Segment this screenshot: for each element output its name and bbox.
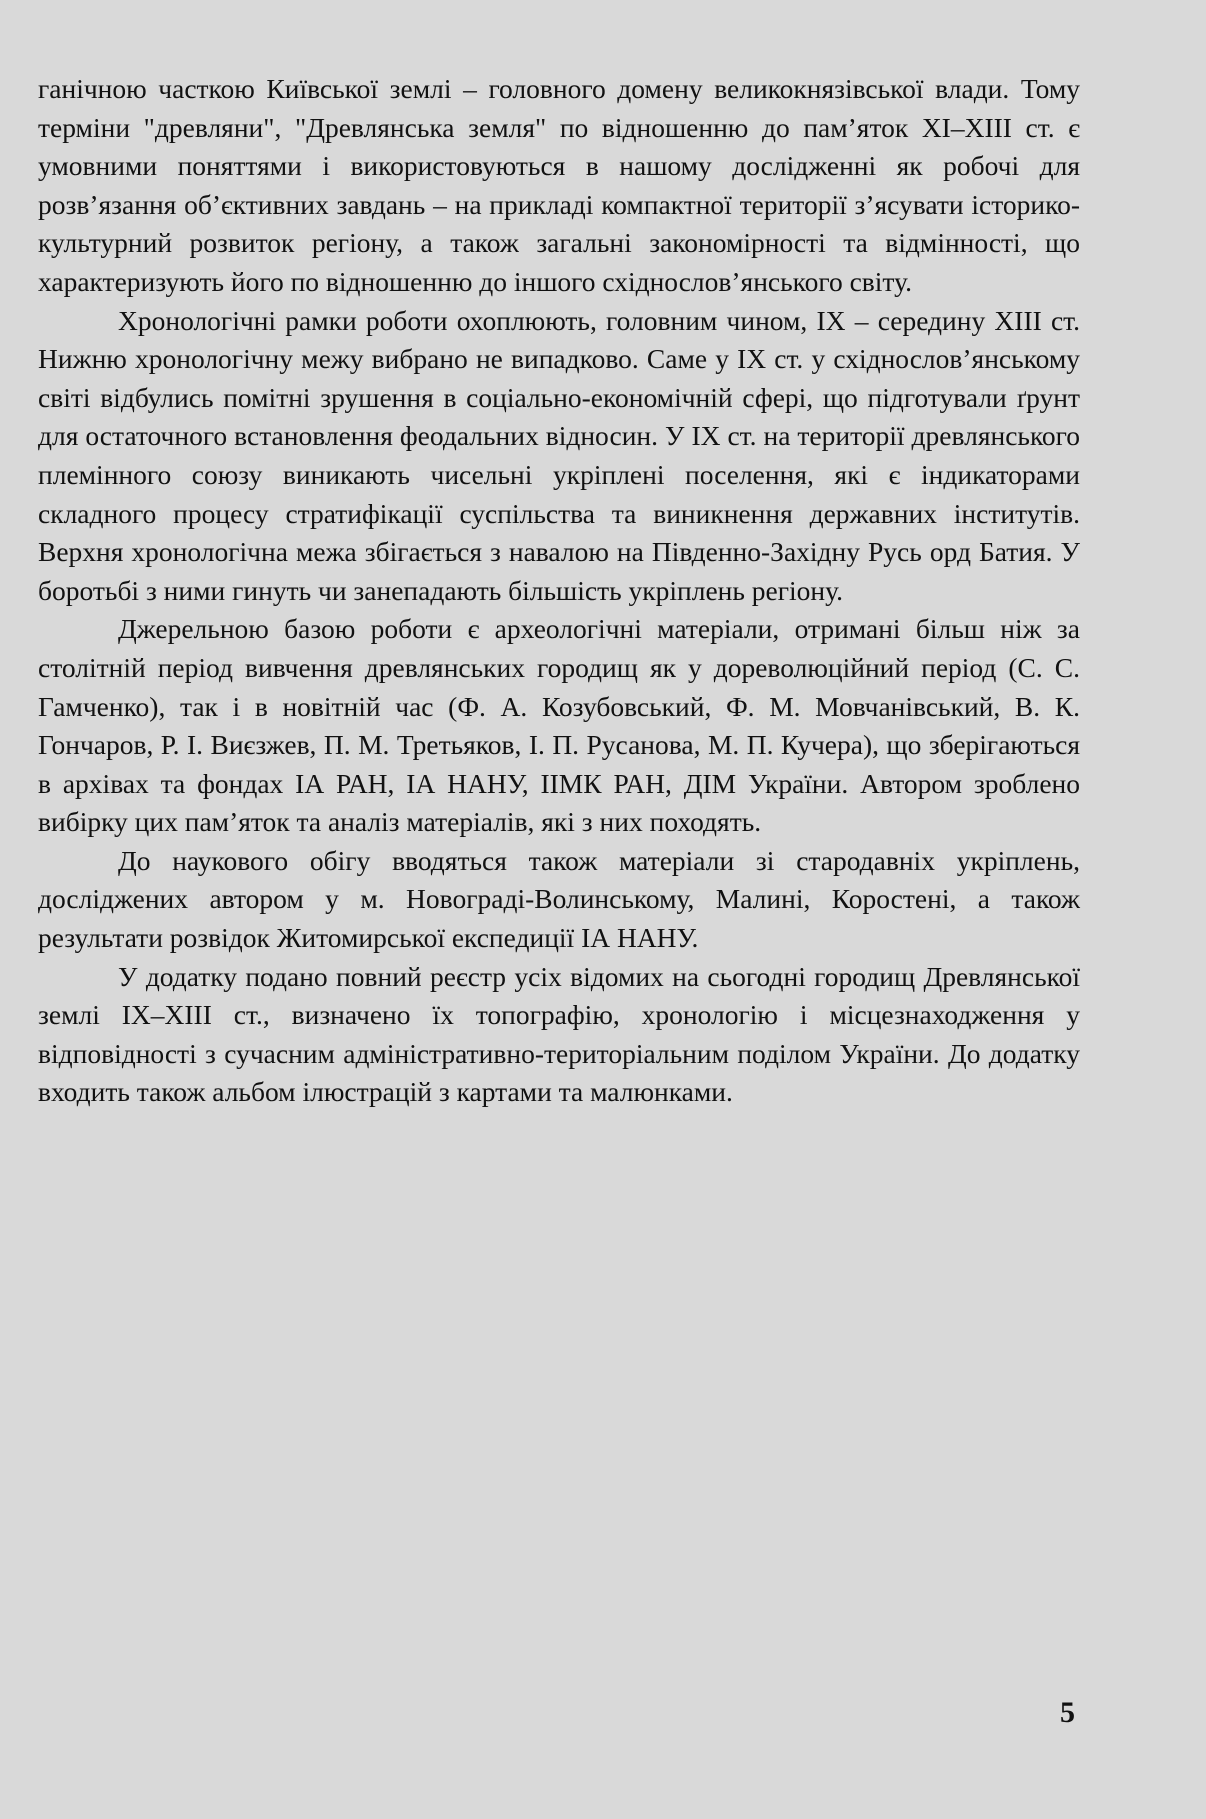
paragraph-2: Хронологічні рамки роботи охоплюють, головним чином, IX – середину XIII ст. Нижню хронологічну межу вибрано не випадково. Саме у IX ст. у східнослов’янському світі відбулись помітні зрушення в соціально-економічній сфері, що підготували ґрунт для остаточного встановлення феодальних відносин. У IX ст. на території древлянського племінного союзу виникають чисельні укріплені поселення, які є індикаторами складного процесу стратифікації суспільства та виникнення державних інститутів. Верхня хронологічна межа збігається з навалою на Південно-Західну Русь орд Батия. У боротьбі з ними гинуть чи занепадають більшість укріплень регіону. — [38, 304, 1080, 606]
paragraph-4: До наукового обігу вводяться також матеріали зі стародавніх укріплень, досліджених автором у м. Новограді-Волинському, Малині, Коростені, а також результати розвідок Житомирської експедиції ІА НАНУ. — [38, 844, 1080, 954]
page-number: 5 — [1060, 1696, 1075, 1729]
body-text — [38, 70, 1080, 1112]
paragraph-5: У додатку подано повний реєстр усіх відомих на сьогодні городищ Древлянської землі IX–XIII ст., визначено їх топографію, хронологію і місцезнаходження у відповідності з сучасним адміністративно-територіальним поділом України. До додатку входить також альбом ілюстрацій з картами та малюнками. — [38, 960, 1080, 1108]
paragraph-3: Джерельною базою роботи є археологічні матеріали, отримані більш ніж за столітній період вивчення древлянських городищ як у дореволюційний період (С. С. Гамченко), так і в новітній час (Ф. А. Козубовський, Ф. М. Мовчанівський, В. К. Гончаров, Р. І. Виєзжев, П. М. Третьяков, І. П. Русанова, М. П. Кучера), що зберігаються в архівах та фондах ІА РАН, ІА НАНУ, ІІМК РАН, ДІМ України. Автором зроблено вибірку цих пам’яток та аналіз матеріалів, які з них походять. — [38, 613, 1080, 838]
paragraph-1: ганічною часткою Київської землі – головного домену великокнязівської влади. Тому терміни "древляни", "Древлянська земля" по відношенню до пам’яток XI–XIII ст. є умовними поняттями і використовуються в нашому дослідженні як робочі для розв’язання об’єктивних завдань – на прикладі компактної території з’ясувати історико-культурний розвиток регіону, а також загальні закономірності та відмінності, що характеризують його по відношенню до іншого східнослов’янського світу. — [38, 73, 1080, 297]
